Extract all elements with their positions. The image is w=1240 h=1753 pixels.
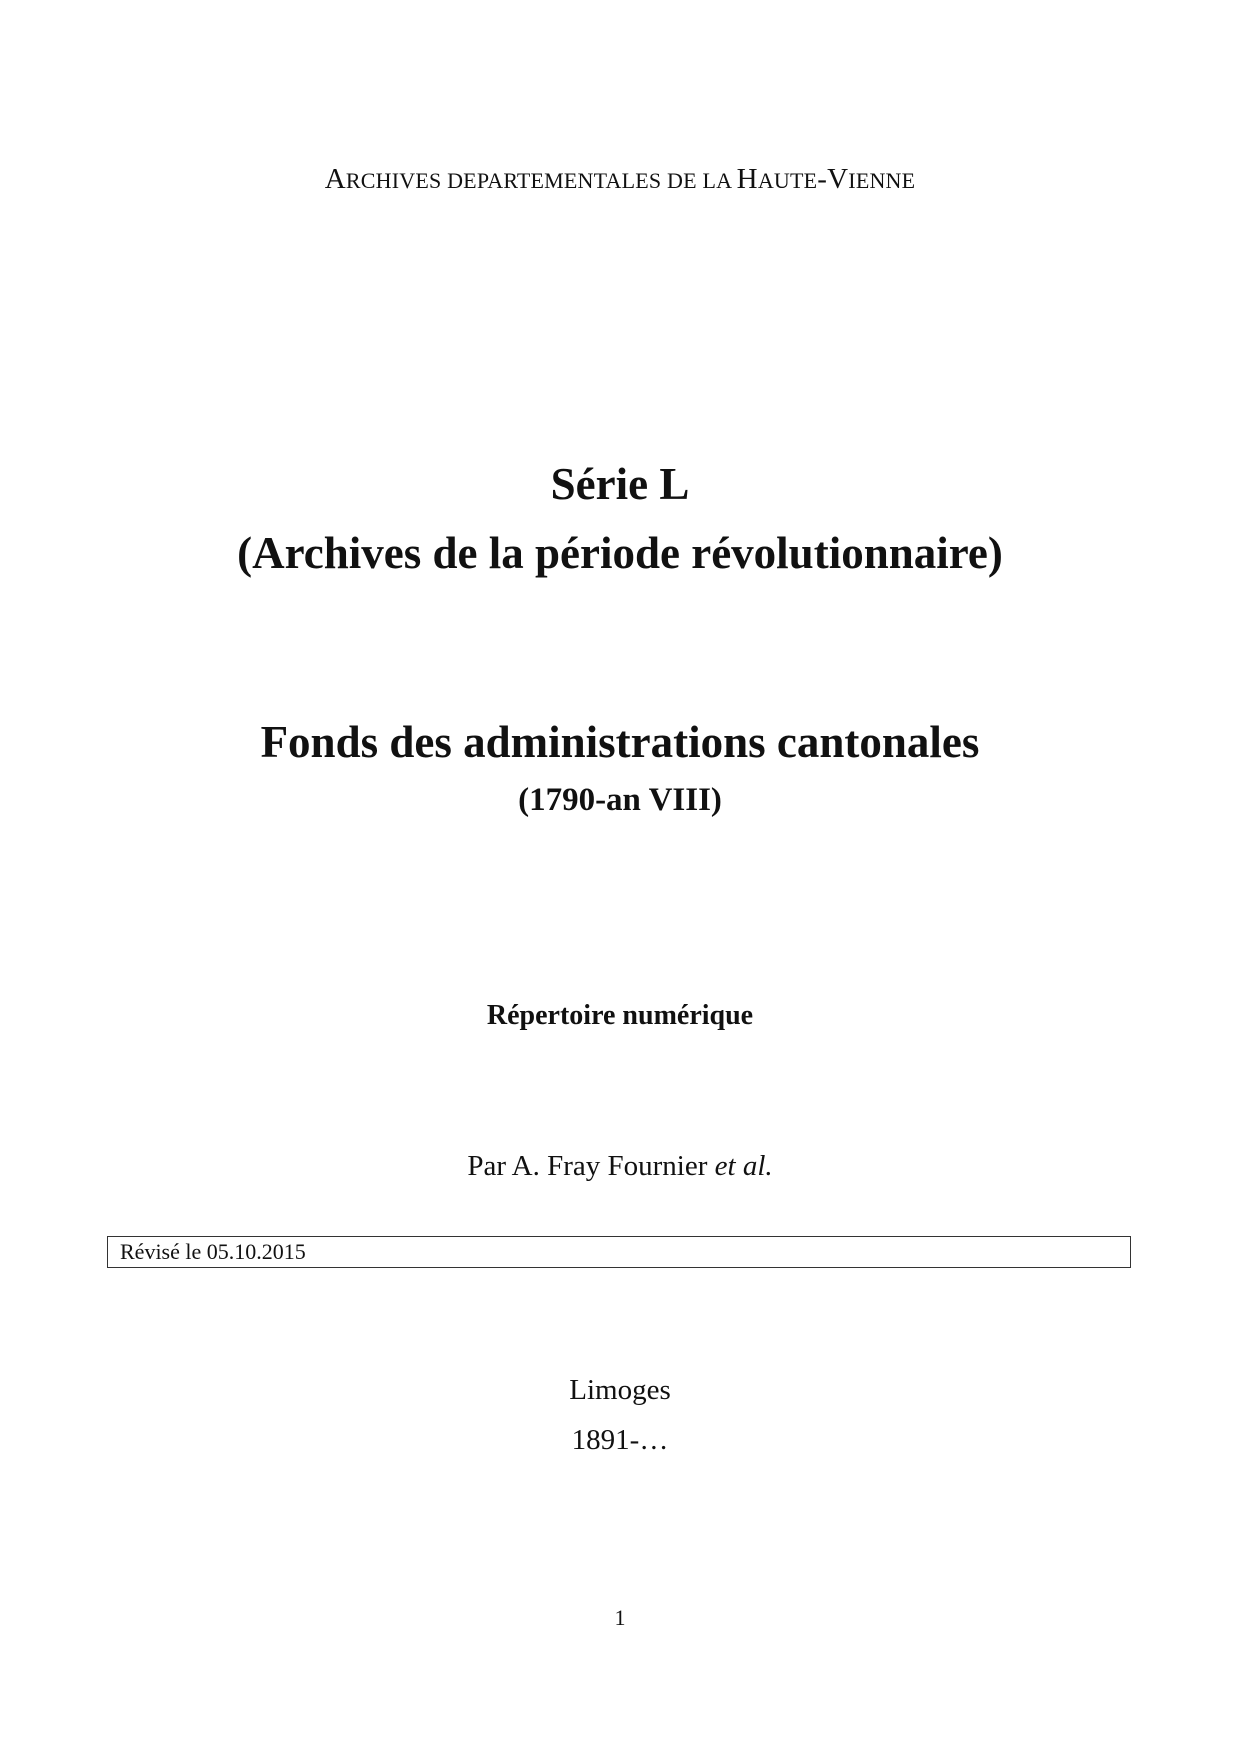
publication-years: 1891-…: [571, 1424, 669, 1456]
revision-box: [107, 1236, 1131, 1268]
series-title: Série L: [550, 459, 690, 509]
page-number: 1: [614, 1605, 626, 1630]
publication-place: Limoges: [569, 1374, 671, 1406]
fonds-dates: (1790-an VIII): [518, 782, 722, 818]
fonds-title: Fonds des administrations cantonales: [260, 717, 980, 767]
institution-smallcaps-2: AUTE: [757, 168, 818, 193]
series-subtitle: (Archives de la période révolutionnaire): [237, 528, 1003, 578]
institution-header: [0, 163, 1240, 196]
institution-cap-h: H: [736, 163, 758, 195]
author-name: Par A. Fray Fournier: [467, 1150, 715, 1182]
institution-smallcaps-3: IENNE: [848, 168, 916, 193]
author-et-al: et al.: [714, 1150, 773, 1182]
institution-cap-v: -V: [817, 163, 849, 195]
author-line: [0, 1150, 1240, 1183]
institution-cap-a: A: [324, 163, 346, 195]
document-type: Répertoire numérique: [486, 1000, 754, 1031]
revision-date: Révisé le 05.10.2015: [120, 1239, 306, 1264]
institution-smallcaps-1: RCHIVES DEPARTEMENTALES DE LA: [345, 168, 737, 193]
